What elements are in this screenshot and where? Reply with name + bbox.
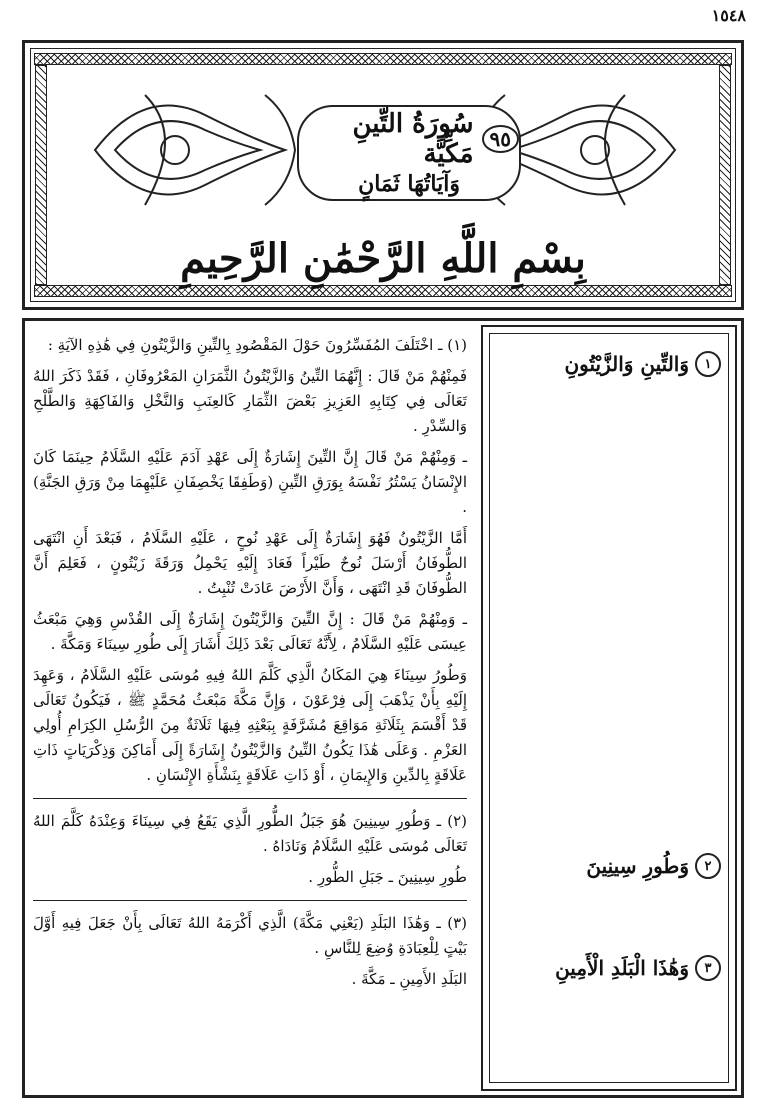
page-number: ١٥٤٨ [711, 6, 746, 25]
ornament-band-top [34, 53, 732, 65]
verse-number: ١ [695, 351, 721, 377]
commentary-paragraph: (٢) ـ وَطُورِ سِينِينَ هُوَ جَبَلُ الطُّورِ الَّذِي يَقَعُ فِي سِينَاءَ وَعِنْدَهُ كَلَّمَ اللهُ تَعَالَى مُوسَى عَلَيْهِ السَّلَامُ وَنَادَاهُ . [33, 812, 467, 855]
content-frame [22, 318, 744, 1098]
verses-column [481, 325, 737, 1091]
verse-1 [497, 351, 721, 377]
verse-number: ٣ [695, 955, 721, 981]
ornament-band-bottom [34, 285, 732, 297]
basmala: بِسْمِ اللَّهِ الرَّحْمَٰنِ الرَّحِيمِ [180, 235, 586, 282]
verse-text: وَهَٰذَا الْبَلَدِ الْأَمِينِ [555, 956, 689, 980]
commentary-paragraph: أَمَّا الزَّيْتُونُ فَهُوَ إِشَارَةٌ إِلَى عَهْدِ نُوحٍ ، عَلَيْهِ السَّلَامُ ، فَبَعْدَ أَنِ انْتَهَى الطُّوفَانُ أَرْسَلَ نُوحٌ طَيْراً فَعَادَ إِلَيْهِ يَحْمِلُ وَرَقَةَ زَيْتُونٍ ، فَعَلِمَ أَنَّ الطُّوفَانَ قَدِ انْتَهَى ، وَأَنَّ الأَرْضَ عَادَتْ تُنْبِتُ . [33, 529, 467, 597]
commentary-paragraph: ـ وَمِنْهُمْ مَنْ قَالَ : إِنَّ التِّينَ وَالزَّيْتُونَ إِشَارَةٌ إِلَى القُدْسِ وَهِيَ مَبْعَثُ عِيسَى عَلَيْهِ السَّلَامُ ، لِأَنَّهُ تَعَالَى بَعْدَ ذَلِكَ أَشَارَ إِلَى طُورِ سِينَاءَ وَمَكَّةَ . [33, 610, 467, 653]
ayat-count: وَآيَاتُهَا ثَمَانٍ [358, 171, 460, 197]
commentary-paragraph: (١) ـ اخْتَلَفَ المُفَسِّرُونَ حَوْلَ المَقْصُودِ بِالتِّينِ وَالزَّيْتُونِ فِي هَٰذِهِ الآيَةِ : [47, 336, 467, 354]
commentary-paragraph: البَلَدِ الأَمِينِ ـ مَكَّةَ . [351, 970, 467, 988]
verse-text: وَطُورِ سِينِينَ [586, 854, 689, 878]
surah-number: ٩٥ [482, 125, 519, 153]
verse-number: ٢ [695, 853, 721, 879]
commentary-paragraph: فَمِنْهُمْ مَنْ قَالَ : إِنَّهُمَا التِّينُ وَالزَّيْتُونُ الثَّمَرَانِ المَعْرُوفَانِ ، فَقَدْ ذَكَرَ اللهُ تَعَالَى فِي كِتَابِهِ العَزِيزِ بَعْضَ الثِّمَارِ كَالعِنَبِ وَالنَّخْلِ وَالفَاكِهَةِ وَالطَّلْحِ وَالسِّدْرِ . [33, 367, 467, 435]
ornament-side-right [719, 65, 731, 285]
commentary-block-3 [33, 911, 467, 992]
divider [33, 900, 467, 901]
divider [33, 798, 467, 799]
commentary-paragraph: وَطُورُ سِينَاءَ هِيَ المَكَانُ الَّذِي كَلَّمَ اللهُ فِيهِ مُوسَى عَلَيْهِ السَّلَامُ ، وَعَهِدَ إِلَيْهِ بِأَنْ يَذْهَبَ إِلَى فِرْعَوْنَ ، وَإِنَّ مَكَّةَ مَبْعَثُ مُحَمَّدٍ ﷺ ، فَيَكُونُ تَعَالَى قَدْ أَقْسَمَ بِثَلَاثَةِ مَوَاقِعَ مُشَرَّفَةٍ بِبَعْثِهِ فِيهَا ثَلَاثَةٌ مِنَ الرُّسُلِ الكِرَامِ أُولِي العَزْمِ . وَعَلَى هَٰذَا يَكُونُ التِّينُ وَالزَّيْتُونُ إِشَارَةً إِلَى أَمَاكِنَ وَذِكْرَيَاتٍ ذَاتِ عَلَاقَةٍ بِالدِّينِ وَالإِيمَانِ ، أَوْ ذَاتِ عَلَاقَةٍ بِنَشْأَةِ الإِنْسَانِ . [33, 666, 467, 784]
commentary-paragraph: طُورِ سِينِينَ ـ جَبَلِ الطُّورِ . [308, 868, 467, 886]
commentary-block-2 [33, 809, 467, 890]
surah-title: سُورَةُ التِّينِ مَكِّيَّة [352, 109, 474, 169]
surah-title-box [297, 105, 521, 201]
surah-header-frame [22, 40, 744, 310]
ornament-side-left [35, 65, 47, 285]
commentary-paragraph: ـ وَمِنْهُمْ مَنْ قَالَ إِنَّ التِّينَ إِشَارَةٌ إِلَى عَهْدِ آدَمَ عَلَيْهِ السَّلَامُ حِينَمَا كَانَ الإِنْسَانُ يَسْتُرُ نَفْسَهُ بِوَرَقِ التِّينِ (وَطَفِقَا يَخْصِفَانِ عَلَيْهِمَا مِنْ وَرَقِ الجَنَّةِ) . [33, 448, 467, 516]
commentary-column [33, 333, 467, 1087]
verse-2 [497, 853, 721, 879]
verse-3 [497, 955, 721, 981]
commentary-block-1 [33, 333, 467, 788]
verse-text: وَالتِّينِ وَالزَّيْتُونِ [564, 352, 689, 376]
title-cartouche [85, 75, 685, 225]
commentary-paragraph: (٣) ـ وَهَٰذَا البَلَدِ (يَعْنِي مَكَّةَ) الَّذِي أَكْرَمَهُ اللهُ تَعَالَى بِأَنْ جَعَلَ فِيهِ أَوَّلَ بَيْتٍ لِلْعِبَادَةِ وُضِعَ لِلنَّاسِ . [33, 914, 467, 957]
